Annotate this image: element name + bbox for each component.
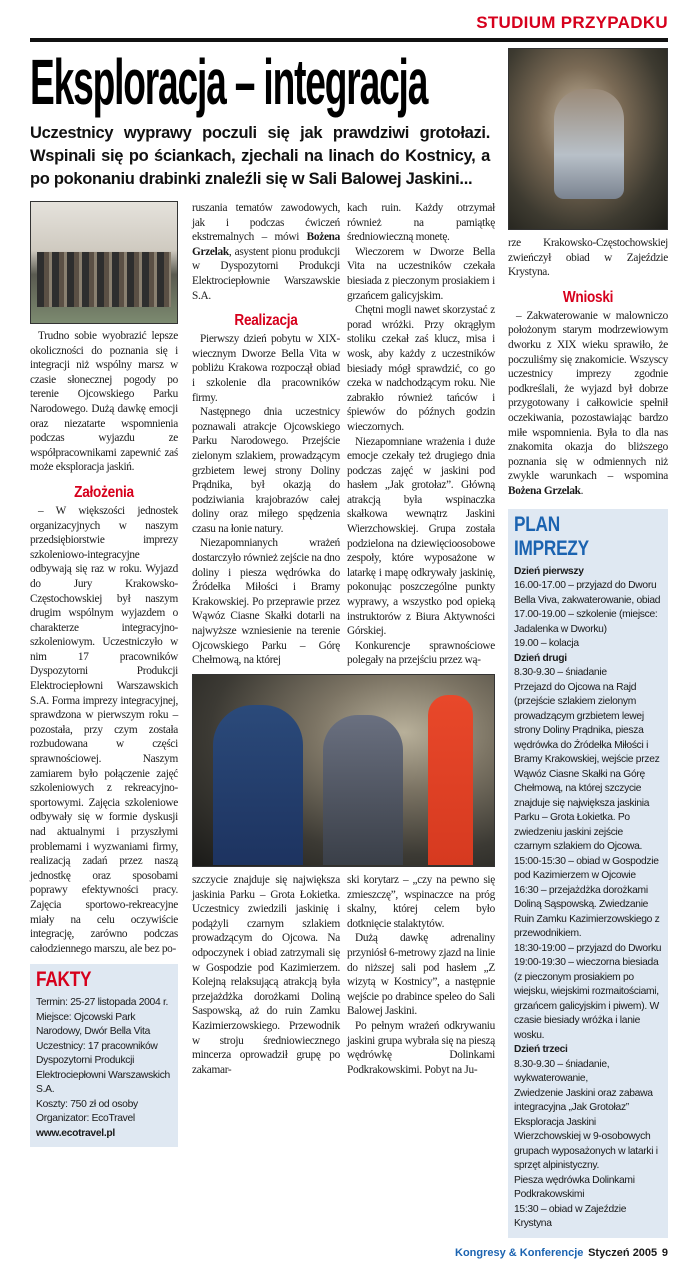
- plan-item: 15:00-15:30 – obiad w Gospodzie pod Kazimierzem w Ojcowie: [514, 855, 659, 881]
- paragraph: ski korytarz – „czy na pewno się zmieszczę”, wspinaczce na próg skalny, której celem było dotknięcie stalaktytów.: [347, 874, 495, 930]
- issue-date: Styczeń 2005: [588, 1246, 658, 1259]
- heading-realizacja: Realizacja: [234, 312, 298, 330]
- plan-item: 15:30 – obiad w Zajeździe Krystyna: [514, 1203, 627, 1229]
- heading-zalozenia: Założenia: [74, 483, 134, 501]
- column-3-top: [347, 201, 495, 668]
- photo-instructor: [508, 48, 668, 230]
- intro-paragraph: Trudno sobie wyobrazić lepsze okoliczności do poznania się i integracji niż wspólny marsz w czasie słonecznej pogody po terenie Ojcowskiego Parku Narodowego. Dużą dawkę emocji oraz niezatarte wspomnienia podczas wyjazdu ze współpracownikami zapewnić zaś może eksploracja jaskiń.: [30, 330, 178, 474]
- text: – Zakwaterowanie w malowniczo położonym starym modrzewiowym dworku z XIX wieku sprawiło, że poczuliśmy się znakomicie. Wszyscy uczestnicy imprezy zgodnie podkreślali, że wyjazd był dobrze przygotowany i całkowicie spełnił oczekiwania, pozostawiając bardzo miłe wspomnienia. Była to dla nas znakomita okazja do bliższego poznania się w odmiennych niż zwykle warunkach – wspomina: [508, 309, 668, 483]
- facts-line: Organizator: EcoTravel: [36, 1113, 135, 1125]
- column-4: [508, 236, 668, 499]
- plan-item: 8.30-9.30 – śniadanie, wykwaterowanie,: [514, 1058, 610, 1084]
- person-name: Bożena Grzelak: [192, 231, 340, 258]
- column-2-top: [192, 201, 340, 668]
- paragraph: Wieczorem w Dworze Bella Vita na uczestników czekała biesiada z pieczonym prosiakiem i grzańcem galicyjskim.: [347, 245, 495, 302]
- plan-item: Eksploracja Jaskini Wierzchowskiej w 9-osobowych grupach wyposażonych w latarki i sprzęt alpinistyczny.: [514, 1116, 658, 1171]
- paragraph: – W większości jednostek organizacyjnych w naszym przedsiębiorstwie imprezy szkoleniowo-integracyjne odbywają się raz w roku. Wyjazd do Jury Krakowsko-Częstochowskiej był naszym drugim wspólnym wyjazdem o charakterze integracyjno-szkoleniowym. Uczestniczyło w nim 17 pracowników Dyspozytorni Produkcji Elektrociepłowni Warszawskich S.A. Forma imprezy integracyjnej, sprawdzona w pierwszym roku – pozostała, przy czym została rozbudowana w części sprawnościowej. Naszym zamiarem było połączenie zajęć szkoleniowych z rekreacyjno-sportowymi. Zajęcia szkoleniowe odbywały się w formie dyskusji nad aktualnymi i przyszłymi problemami i wyzwaniami firmy, realizacją zadań przez naszą jednostkę oraz sposobami poprawy efektywności pracy. Zajęcia sportowo-rekreacyjne miały na celu oczywiście integrację, zarówno podczas całodziennego marszu, ale bez po-: [30, 504, 178, 955]
- page-body: [30, 48, 668, 1238]
- website-link[interactable]: www.ecotravel.pl: [36, 1127, 115, 1139]
- title-wrap: [30, 48, 490, 116]
- plan-item: Piesza wędrówka Dolinkami Podkrakowskimi: [514, 1174, 635, 1200]
- plan-item: Zwiedzenie Jaskini oraz zabawa integracyjna „Jak Grotołaz”: [514, 1087, 653, 1113]
- plan-item: Przejazd do Ojcowa na Rajd (przejście szlakiem zielonym prowadzącym grzbietem lewej strony Doliny Prądnika, piesza wędrówka do Źródełka Miłości i Bramy Krakowskiej, wejście przez Wąwóz Ciasne Skałki na Górę Chełmową, na której szczycie znajduje się największa jaskinia Parku – Grota Łokietka. Po zwiedzeniu jaskini zejście czarnym szlakiem do Ojcowa.: [514, 681, 660, 852]
- paragraph: [508, 309, 668, 499]
- magazine-name: Kongresy & Konferencje: [455, 1246, 584, 1259]
- page-footer: [455, 1246, 668, 1260]
- paragraph: szczycie znajduje się największa jaskinia Parku – Grota Łokietka. Uczestnicy zwiedzili jaskinię i podążyli czarnym szlakiem prowadzącym do Ojcowa. Na odpoczynek i obiad zatrzymali się w Gospodzie pod Kazimierzem. Kolejną relaksującą atrakcją była przejażdżka dorożkami Doliną Saspowską, aż do ruin Zamku Kazimierzowskiego. Przewodnik w stroju średniowiecznego mincerza oprowadził grupę po zakamar-: [192, 874, 340, 1076]
- paragraph: Po pełnym wrażeń odkrywaniu jaskini grupa wybrała się na pieszą wędrówkę Dolinkami Podkrakowskimi. Pobyt na Ju-: [347, 1019, 495, 1076]
- facts-box: [30, 964, 178, 1147]
- facts-line: Termin: 25-27 listopada 2004 r.: [36, 997, 169, 1009]
- paragraph: [192, 201, 340, 303]
- paragraph: Niezapomnianych wrażeń dostarczyło również zejście na dno doliny i piesza wędrówka do Źródełka Miłości i Bramy Krakowskiej. Po przeprawie przez Wąwóz Ciasne Skałki dotarli na najwyższe wzniesienie na terenie Ojcowskiego Parku – Górę Chełmową, na której: [192, 537, 340, 667]
- main-block: [30, 48, 493, 1147]
- event-plan-box: [508, 509, 668, 1238]
- plan-title: PLAN IMPREZY: [514, 512, 589, 560]
- photo-group: [30, 201, 178, 324]
- photo-cave-team: [192, 674, 495, 867]
- top-rule: [30, 38, 668, 42]
- paragraph: rze Krakowsko-Częstochowskiej zwieńczył obiad w Zajeździe Krystyna.: [508, 237, 668, 279]
- plan-item: 8.30-9.30 – śniadanie: [514, 667, 607, 678]
- facts-title: FAKTY: [36, 968, 92, 992]
- plan-item: 16.00-17.00 – przyjazd do Dworu Bella Viva, zakwaterowanie, obiad: [514, 580, 661, 606]
- column-1: [30, 329, 178, 956]
- facts-line: Uczestnicy: 17 pracowników Dyspozytorni Produkcji Elektrociepłowni Warszawskich S.A.: [36, 1040, 170, 1096]
- plan-item: 16:30 – przejażdżka dorożkami Doliną Sąspowską. Zwiedzanie Ruin Zamku Kazimierzowskiego z przewodnikiem.: [514, 884, 660, 939]
- facts-line: Koszty: 750 zł od osoby: [36, 1098, 138, 1110]
- column-3-bottom: [347, 873, 495, 1077]
- column-2-bottom: [192, 873, 340, 1077]
- heading-wnioski: Wnioski: [562, 288, 614, 306]
- column-1-wrap: [30, 201, 178, 1147]
- text: .: [580, 484, 584, 497]
- paragraph: Niezapomniane wrażenia i duże emocje czekały też drugiego dnia podczas zajęć w jaskini pod hasłem „Jak grotołaz”. Główną atrakcją była wspinaczka skałkowa wewnątrz Jaskini Wierzchowskiej. Grupa została podzielona na dziewięcioosobowe zespoły, które wyposażone w latarkę i mapę odkrywały jaskinię, pokonując poszczególne punkty wyprawy, a wszystko pod opieką instruktorów z Biura Aktywności Górskiej.: [347, 435, 495, 638]
- plan-item: 18:30-19:00 – przyjazd do Dworku: [514, 942, 662, 954]
- article-title: Eksploracja – integracja: [30, 46, 428, 118]
- paragraph: Dużą dawkę adrenaliny przyniósł 6-metrowy zjazd na linie do niższej sali pod hasłem „Z wizytą w Kostnicy”, a następnie wejście po drabince speleo do Sali Balowej Jaskini.: [347, 932, 495, 1018]
- plan-item: 17.00-19.00 – szkolenie (miejsce: Jadalenka w Dworku): [514, 609, 658, 635]
- paragraph: Chętni mogli nawet skorzystać z porad wróżki. Przy okrągłym stoliku czekał zaś klucz, misa i wosk, aby każdy z uczestników biesiady mógł sprawdzić, co go czeka w nadchodzącym roku. Nie zabrakło również tańców i śpiewów do późnych godzin wieczornych.: [347, 304, 495, 433]
- person-name: Bożena Grzelak: [508, 484, 581, 497]
- page-number: 9: [661, 1246, 668, 1259]
- article-columns: [30, 201, 493, 1147]
- plan-day: Dzień drugi: [514, 652, 567, 664]
- plan-day: Dzień trzeci: [514, 1044, 568, 1055]
- paragraph: kach ruin. Każdy otrzymał również na pamiątkę średniowieczną monetę.: [347, 202, 495, 244]
- article-lead: Uczestnicy wyprawy poczuli się jak prawdziwi grotołazi. Wspinali się po ściankach, zjechali na linach do Kostnicy, a po pokonaniu drabinki znaleźli się w Sali Balowej Jaskini...: [30, 124, 490, 188]
- section-tag: STUDIUM PRZYPADKU: [476, 13, 668, 32]
- text: ruszania tematów zawodowych, jak i podczas ćwiczeń ekstremalnych – mówi: [192, 202, 340, 244]
- middle-columns: [192, 201, 495, 1077]
- plan-item: 19.00 – kolacja: [514, 638, 579, 649]
- facts-line: Miejsce: Ojcowski Park Narodowy, Dwór Bella Vita: [36, 1011, 151, 1038]
- paragraph: Następnego dnia uczestnicy poznawali atrakcje Ojcowskiego Parku Narodowego. Przejście zielonym szlakiem, prowadzącym grzbietem lewej strony Doliny Prądnika, był okazją do podziwiania krajobrazów całej doliny oraz miłego spędzenia czasu na łonie natury.: [192, 406, 340, 535]
- right-block: [508, 48, 668, 1238]
- plan-day: Dzień pierwszy: [514, 565, 584, 577]
- plan-item: 19:00-19:30 – wieczorna biesiada (z pieczonym prosiakiem po wiejsku, wiejskimi rozmaitościami, grzańcem galicyjskim i piwem). W czasie biesiady wróżka i lanie wosku.: [514, 957, 659, 1041]
- paragraph: Konkurencje sprawnościowe polegały na przejściu przez wą-: [347, 639, 495, 667]
- text: , asystent pionu produkcji w Dyspozytorni Produkcji Elektrociepłownie Warszawskie S.A.: [192, 245, 340, 302]
- paragraph: Pierwszy dzień pobytu w XIX-wiecznym Dworze Bella Vita w pobliżu Krakowa rozpoczął obiad i szkolenie dla pracowników firmy.: [192, 333, 340, 404]
